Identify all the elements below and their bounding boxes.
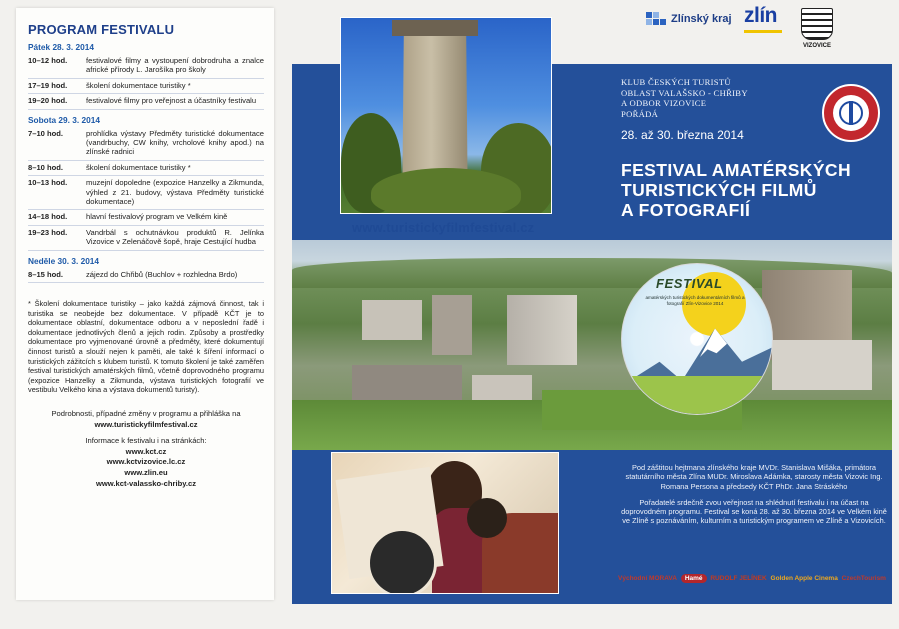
festival-url[interactable]: www.turistickyfilmfestival.cz: [352, 220, 535, 235]
program-time: 19–20 hod.: [28, 96, 68, 106]
disc-subtitle: amatérských turistických dokumentárních filmů a fotografií Zlín-Vizovice 2014: [645, 295, 745, 306]
lookout-tower-photo: [340, 17, 552, 214]
sponsor-hame: Hamé: [681, 574, 707, 583]
link-kctvizovice[interactable]: www.kctvizovice.lc.cz: [106, 457, 186, 467]
link-zlin[interactable]: www.zlin.eu: [124, 468, 168, 477]
program-row: [28, 226, 264, 251]
program-row: [28, 54, 264, 79]
cover-bottom-text: [621, 463, 887, 533]
program-desc: festivalové filmy a vystoupení dobrodruha a znalce africké přírody L. Jarošíka pro školy: [86, 56, 264, 75]
zlinsky-kraj-icon: [646, 12, 666, 26]
link-kct[interactable]: www.kct.cz: [125, 446, 167, 456]
program-time: 10–12 hod.: [28, 56, 68, 65]
zlinsky-kraj-logo: [646, 12, 732, 26]
vizovice-logo: [800, 8, 834, 49]
city-panorama-photo: [292, 240, 892, 450]
program-title: PROGRAM FESTIVALU: [28, 22, 175, 37]
info-block: [28, 409, 264, 489]
kct-emblem-icon: [822, 84, 880, 142]
program-time: 14–18 hod.: [28, 212, 68, 222]
patronage-text: Pod záštitou hejtmana zlínského kraje MVDr. Stanislava Mišáka, primátora statutárního města Zlína MUDr. Miroslava Adámka, starosty města Vizovic Ing. Romana Persona a předsedy KČT PhDr. Jana Stráského: [625, 463, 883, 491]
program-desc: hlavní festivalový program ve Velkém kině: [86, 212, 228, 222]
festival-dates: 28. až 30. března 2014: [621, 128, 744, 142]
training-note: * Školení dokumentace turistiky – jako každá zájmová činnost, tak i turistika se neobejde bez dokumentace. V případě KČT je to dokumentace oblastní, dokumentace odboru a v neposlední řadě i dokumentace jednotlivých členů a jejich rodin. Způsoby a prostředky dokumentace pro vyjmenované úrovně a předměty, které dokumentují činnost turistů a slouží nejen k paměti, ale také k šíření informací o turistických zážitcích s klubem turistů. K tomuto školení je také zaměřen festival turistických amatérských filmů, včetně doprovodného programu (expozice Hanzelky a Zikmunda, výstava turistických fotografií ve vestibulu Velkého kina a výstava dokumentů turisty).: [28, 299, 264, 395]
program-desc: festivalové filmy pro veřejnost a účastníky festivalu: [86, 96, 257, 106]
sponsor-vychodni-morava: Východní MORAVA: [618, 575, 677, 582]
program-desc: prohlídka výstavy Předměty turistické dokumentace (vandrbuchy, CW knihy, vrcholové knihy apod.) na zlínské radnici: [86, 128, 264, 157]
sponsor-jelinek: RUDOLF JELÍNEK: [710, 575, 767, 582]
program-row: [28, 94, 264, 109]
program-row: [28, 176, 264, 210]
program-row: [28, 210, 264, 225]
zlin-logo: zlín: [744, 4, 777, 27]
organizer-block: [621, 77, 748, 119]
program-row: [28, 161, 264, 176]
day-label: Neděle 30. 3. 2014: [28, 255, 100, 266]
day-label: Pátek 28. 3. 2014: [28, 42, 94, 52]
sponsor-czechtourism: CzechTourism: [841, 575, 886, 582]
program-desc: muzejní dopoledne (expozice Hanzelky a Zikmunda, výhled z 21. budovy, výstava Předměty turistické dokumentace): [86, 178, 264, 207]
organizer-line: KLUB ČESKÝCH TURISTŮ: [621, 77, 731, 87]
sponsor-logos: [618, 574, 886, 583]
festival-title: [621, 160, 891, 220]
program-time: 8–15 hod.: [28, 269, 64, 279]
program-desc: zájezd do Chřibů (Buchlov + rozhledna Brdo): [86, 269, 238, 279]
zlinsky-kraj-text: Zlínský kraj: [671, 13, 732, 25]
program-desc: školení dokumentace turistiky *: [86, 162, 191, 172]
day-label: Sobota 29. 3. 2014: [28, 114, 100, 125]
program-row: [28, 268, 264, 283]
program-time: 17–19 hod.: [28, 80, 68, 90]
details-url[interactable]: www.turistickyfilmfestival.cz: [94, 419, 198, 429]
program-time: 7–10 hod.: [28, 128, 64, 138]
organizer-line: A ODBOR VIZOVICE: [621, 98, 707, 108]
disc-title: FESTIVAL: [656, 276, 723, 291]
title-line: A FOTOGRAFIÍ: [621, 200, 751, 220]
program-time: 10–13 hod.: [28, 178, 68, 188]
program-row: [28, 79, 264, 94]
people-with-emblem-photo: [331, 452, 559, 594]
zlin-logo-bar: [744, 30, 782, 33]
program-time: 8–10 hod.: [28, 162, 64, 172]
organizer-line: OBLAST VALAŠSKO - CHŘIBY: [621, 87, 748, 98]
vizovice-shield-icon: [801, 8, 833, 40]
title-line: FESTIVAL AMATÉRSKÝCH: [621, 160, 851, 180]
program-row: [28, 127, 264, 161]
program-time: 19–23 hod.: [28, 227, 68, 237]
details-line: Podrobnosti, případné změny v programu a přihláška na: [51, 409, 241, 419]
sponsor-golden-apple: Golden Apple Cinema: [770, 575, 838, 582]
program-panel: [16, 8, 274, 600]
link-kct-valassko[interactable]: www.kct-valassko-chriby.cz: [95, 478, 197, 488]
vizovice-text: VIZOVICE: [802, 43, 831, 49]
organizer-line: POŘÁDÁ: [621, 108, 659, 119]
invite-text: Pořadatelé srdečně zvou veřejnost na shlédnutí festivalu i na účast na doprovodném programu. Festival se koná 28. až 30. března 2014 ve Velkém kině ve Zlíně s poznáváním, kulturním a turistickým programem ve Zlíně a Vizovicích.: [621, 497, 887, 526]
program-desc: školení dokumentace turistiky *: [86, 80, 191, 90]
program-desc: Vandrbál s ochutnávkou produktů R. Jelínka Vizovice v Zelenáčově šopě, hraje Cestující hudba: [86, 227, 264, 247]
info-line: Informace k festivalu i na stránkách:: [85, 436, 207, 446]
title-line: TURISTICKÝCH FILMŮ: [621, 180, 817, 200]
